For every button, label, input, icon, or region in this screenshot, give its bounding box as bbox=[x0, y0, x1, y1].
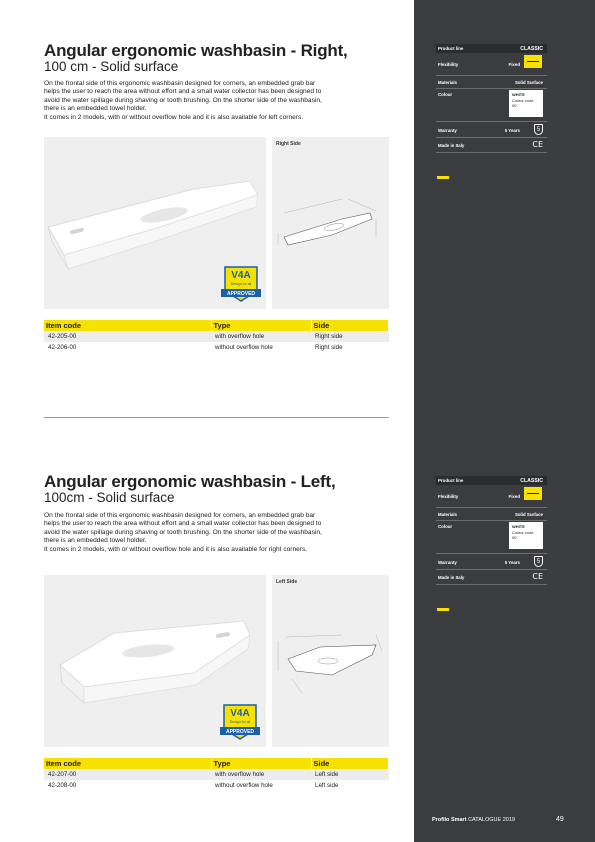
technical-drawing bbox=[272, 137, 389, 309]
spec-label: Flexibility bbox=[438, 62, 459, 67]
warranty-shield-icon: 5 bbox=[534, 124, 543, 135]
page-number: 49 bbox=[556, 816, 564, 823]
spec-label: Materials bbox=[438, 80, 458, 85]
product-title: Angular ergonomic washbasin - Left, bbox=[44, 472, 336, 491]
cell-side: Left side bbox=[311, 769, 389, 780]
description-line: On the frontal side of this ergonomic washbasin designed for corners, an embedded grab bar bbox=[44, 80, 316, 87]
spec-value: 5 Years bbox=[504, 128, 520, 133]
product-title: Angular ergonomic washbasin - Right, bbox=[44, 41, 348, 60]
description-line: avoid the water spillage during shaving or tooth brushing. On the shorter side of the washbasin, bbox=[44, 528, 322, 536]
cell-type: without overflow hole bbox=[211, 780, 311, 791]
header-side: Side bbox=[311, 758, 389, 769]
spec-value: CLASSIC bbox=[520, 477, 543, 484]
spec-warranty bbox=[436, 554, 547, 570]
table-header-row bbox=[44, 320, 389, 331]
spec-product-line bbox=[436, 44, 547, 53]
spec-label: Materials bbox=[438, 512, 458, 517]
header-type: Type bbox=[211, 758, 311, 769]
cell-type: with overflow hole bbox=[211, 331, 311, 342]
v4a-approved-badge bbox=[218, 703, 262, 743]
table-row bbox=[44, 780, 389, 791]
cell-item-code: 42-207-00 bbox=[44, 769, 211, 780]
accent-mark bbox=[437, 608, 449, 611]
colour-swatch bbox=[509, 90, 543, 117]
header-item-code: Item code bbox=[44, 758, 211, 769]
table-row bbox=[44, 331, 389, 342]
spec-materials bbox=[436, 508, 547, 521]
colour-name: WHITE bbox=[512, 524, 525, 529]
v4a-approved-badge bbox=[219, 265, 263, 305]
product-description bbox=[44, 512, 384, 554]
spec-label: Made in Italy bbox=[438, 143, 465, 148]
product-code-table bbox=[44, 758, 389, 791]
description-line: there is an embedded towel holder. bbox=[44, 105, 147, 113]
table-row bbox=[44, 769, 389, 780]
spec-value: Fixed bbox=[508, 62, 520, 67]
product-photo bbox=[44, 137, 266, 309]
description-line: there is an embedded towel holder. bbox=[44, 537, 147, 545]
spec-made-in bbox=[436, 138, 547, 153]
footer-brand: Profilo Smart bbox=[432, 817, 467, 823]
product-description bbox=[44, 80, 384, 122]
product-photo bbox=[44, 575, 266, 747]
badge-top-text: V4A bbox=[230, 708, 250, 719]
spec-label: Product line bbox=[438, 478, 464, 483]
description-line: On the frontal side of this ergonomic washbasin designed for corners, an embedded grab bar bbox=[44, 512, 316, 519]
spec-label: Colour bbox=[438, 92, 453, 97]
description-line: avoid the water spillage during shaving or tooth brushing. On the shorter side of the washbasin, bbox=[44, 96, 322, 104]
warranty-shield-icon: 5 bbox=[534, 556, 543, 567]
badge-middle-text: Design for all bbox=[229, 720, 251, 724]
cell-side: Right side bbox=[311, 331, 389, 342]
footer-catalogue bbox=[432, 817, 515, 823]
spec-label: Made in Italy bbox=[438, 575, 465, 580]
footer-catalogue-label: CATALOGUE 2019 bbox=[468, 817, 515, 823]
header-side: Side bbox=[311, 320, 389, 331]
technical-drawing-label: Right Side bbox=[276, 141, 301, 147]
spec-value: Fixed bbox=[508, 494, 520, 499]
header-type: Type bbox=[211, 320, 311, 331]
spec-label: Warranty bbox=[438, 560, 457, 565]
colour-name: WHITE bbox=[512, 92, 525, 97]
spec-label: Colour bbox=[438, 524, 453, 529]
table-header-row bbox=[44, 758, 389, 769]
cell-side: Left side bbox=[311, 780, 389, 791]
spec-value: Solid Surface bbox=[514, 80, 543, 85]
colour-code-label: Colour code bbox=[512, 97, 534, 103]
spec-product-line bbox=[436, 476, 547, 485]
cell-item-code: 42-206-00 bbox=[44, 342, 211, 353]
spec-flexibility bbox=[436, 485, 547, 508]
spec-panel-left bbox=[436, 476, 547, 585]
colour-swatch bbox=[509, 522, 543, 549]
header-item-code: Item code bbox=[44, 320, 211, 331]
spec-value: 5 Years bbox=[504, 560, 520, 565]
description-line: It comes in 2 models, with or without overflow hole and it is also available for left corners. bbox=[44, 113, 304, 121]
table-row bbox=[44, 342, 389, 353]
description-line: It comes in 2 models, with or without overflow hole and it is also available for right corners. bbox=[44, 545, 308, 553]
ce-mark-icon: CE bbox=[532, 572, 543, 581]
spec-label: Product line bbox=[438, 46, 464, 51]
colour-code: 00 bbox=[512, 535, 517, 540]
badge-middle-text: Design for all bbox=[230, 282, 252, 286]
product-subtitle: 100 cm - Solid surface bbox=[44, 59, 179, 74]
badge-bottom-text: APPROVED bbox=[225, 728, 255, 735]
spec-label: Warranty bbox=[438, 128, 457, 133]
cell-side: Right side bbox=[311, 342, 389, 353]
spec-value: CLASSIC bbox=[520, 45, 543, 52]
accent-mark bbox=[437, 176, 449, 179]
badge-top-text: V4A bbox=[231, 270, 251, 281]
description-line: helps the user to reach the area without effort and a small water collector has been designed to bbox=[44, 88, 322, 96]
colour-code: 00 bbox=[512, 103, 517, 108]
spec-colour bbox=[436, 521, 547, 554]
cell-type: without overflow hole bbox=[211, 342, 311, 353]
spec-materials bbox=[436, 76, 547, 89]
technical-drawing-panel bbox=[272, 137, 389, 309]
spec-label: Flexibility bbox=[438, 494, 459, 499]
product-code-table bbox=[44, 320, 389, 353]
spec-value: Solid Surface bbox=[514, 512, 543, 517]
ce-mark-icon: CE bbox=[532, 140, 543, 149]
badge-bottom-text: APPROVED bbox=[226, 290, 256, 297]
spec-panel-right bbox=[436, 44, 547, 153]
spec-made-in bbox=[436, 570, 547, 585]
product-subtitle: 100cm - Solid surface bbox=[44, 490, 175, 505]
section-divider bbox=[44, 417, 389, 418]
colour-code-label: Colour code bbox=[512, 529, 534, 535]
cell-item-code: 42-208-00 bbox=[44, 780, 211, 791]
spec-warranty bbox=[436, 122, 547, 138]
technical-drawing-label: Left Side bbox=[276, 579, 298, 585]
technical-drawing bbox=[272, 575, 389, 747]
cell-item-code: 42-205-00 bbox=[44, 331, 211, 342]
fixed-icon bbox=[524, 55, 542, 68]
spec-colour bbox=[436, 89, 547, 122]
fixed-icon bbox=[524, 487, 542, 500]
technical-drawing-panel bbox=[272, 575, 389, 747]
spec-flexibility bbox=[436, 53, 547, 76]
cell-type: with overflow hole bbox=[211, 769, 311, 780]
description-line: helps the user to reach the area without effort and a small water collector has been designed to bbox=[44, 520, 322, 528]
